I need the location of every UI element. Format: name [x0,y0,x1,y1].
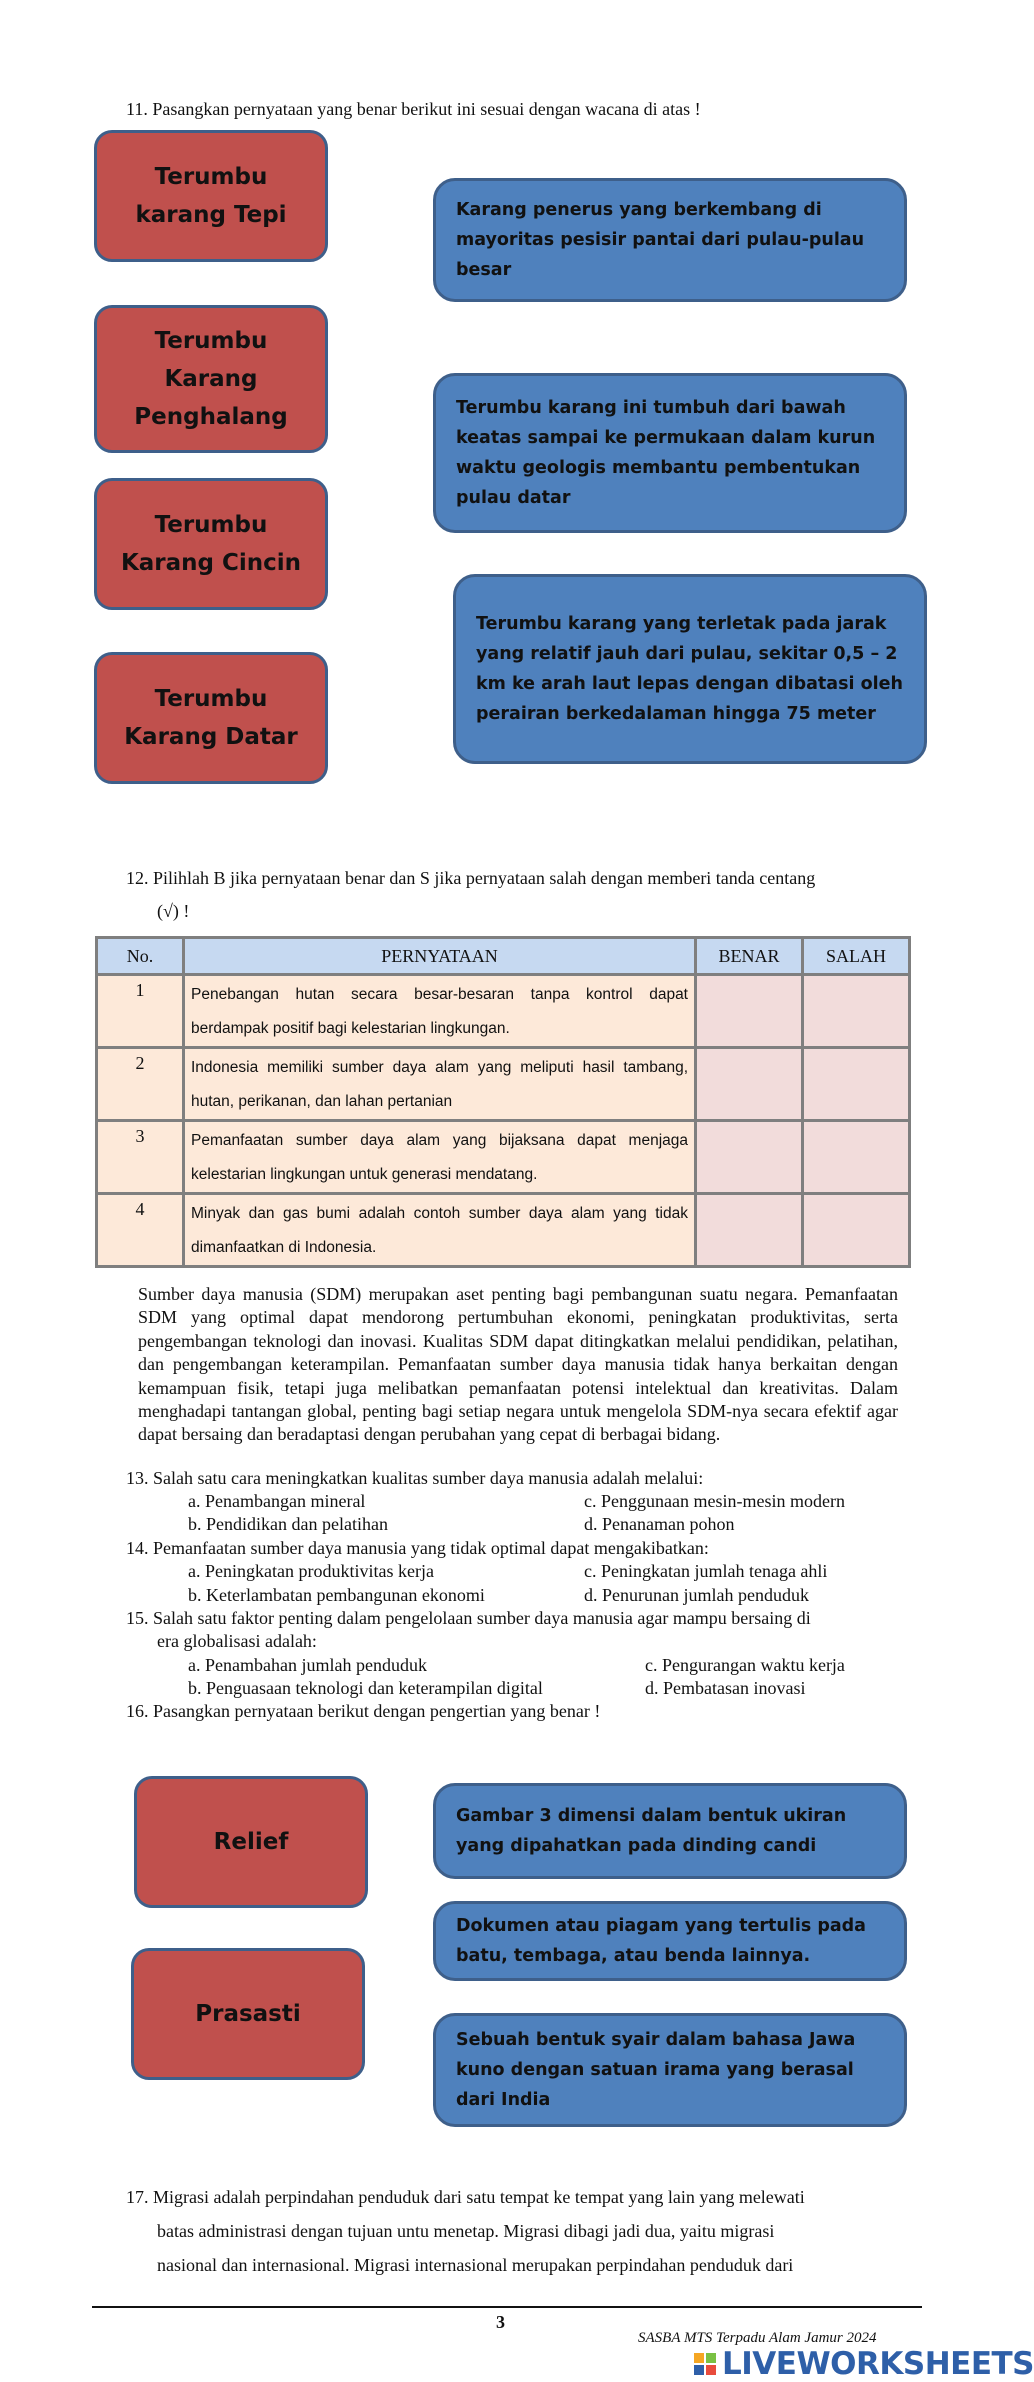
q14-option-b[interactable]: b. Keterlambatan pembangunan ekonomi [188,1585,485,1605]
q16-text: 16. Pasangkan pernyataan berikut dengan pengertian yang benar ! [126,1701,601,1721]
q15-text: 15. Salah satu faktor penting dalam pengelolaan sumber daya manusia agar mampu bersaing di [126,1608,811,1628]
q14-option-d[interactable]: d. Penurunan jumlah penduduk [584,1585,809,1605]
salah-check-cell[interactable] [803,975,910,1048]
row-number: 2 [97,1048,184,1121]
q16-left-item-2[interactable]: Prasasti [131,1948,365,2080]
footer-divider [92,2306,922,2308]
q11-left-item-2[interactable]: Terumbu Karang Penghalang [94,305,328,453]
salah-check-cell[interactable] [803,1048,910,1121]
q12-text-cont: (√) ! [157,901,190,921]
row-statement: Minyak dan gas bumi adalah contoh sumber daya alam yang tidak dimanfaatkan di Indonesia. [184,1194,696,1267]
header-salah: SALAH [803,938,910,975]
header-no: No. [97,938,184,975]
liveworksheets-logo-icon [694,2353,716,2375]
sdm-passage: Sumber daya manusia (SDM) merupakan aset penting bagi pembangunan suatu negara. Pemanfaatan SDM yang optimal dapat mendorong pertumbuhan ekonomi, peningkatan produktivitas, serta pengembangan teknologi dan inovasi. Kualitas SDM dapat ditingkatkan melalui pendidikan, pelatihan, dan pengembangan keterampilan. Pemanfaatan sumber daya manusia tidak hanya berkaitan dengan kemampuan fisik, tetapi juga melibatkan pemanfaatan potensi intelektual dan kreativitas. Dalam menghadapi tantangan global, penting bagi setiap negara untuk mengelola SDM-nya secara efektif agar dapat bersaing dan beradaptasi dengan perubahan yang cepat di berbagai bidang. [138,1284,898,1445]
q16-left-item-1[interactable]: Relief [134,1776,368,1908]
header-statement: PERNYATAAN [184,938,696,975]
q17-line-1: 17. Migrasi adalah perpindahan penduduk dari satu tempat ke tempat yang lain yang melewati [126,2187,805,2207]
q15-text-cont: era globalisasi adalah: [157,1631,317,1651]
q11-left-item-3[interactable]: Terumbu Karang Cincin [94,478,328,610]
q15-option-c[interactable]: c. Pengurangan waktu kerja [645,1655,845,1675]
benar-check-cell[interactable] [696,1121,803,1194]
q16-right-item-2[interactable]: Dokumen atau piagam yang tertulis pada batu, tembaga, atau benda lainnya. [433,1901,907,1981]
q11-left-item-4[interactable]: Terumbu Karang Datar [94,652,328,784]
q15-option-d[interactable]: d. Pembatasan inovasi [645,1678,806,1698]
liveworksheets-logo-text: LIVEWORKSHEETS [722,2346,1034,2382]
q11-left-item-1[interactable]: Terumbu karang Tepi [94,130,328,262]
q16-right-item-1[interactable]: Gambar 3 dimensi dalam bentuk ukiran yang dipahatkan pada dinding candi [433,1783,907,1879]
q11-text: 11. Pasangkan pernyataan yang benar berikut ini sesuai dengan wacana di atas ! [126,99,701,119]
q15-option-a[interactable]: a. Penambahan jumlah penduduk [188,1655,427,1675]
salah-check-cell[interactable] [803,1121,910,1194]
benar-check-cell[interactable] [696,1194,803,1267]
q14-text: 14. Pemanfaatan sumber daya manusia yang tidak optimal dapat mengakibatkan: [126,1538,709,1558]
q17-line-2: batas administrasi dengan tujuan untu menetap. Migrasi dibagi jadi dua, yaitu migrasi [157,2221,775,2241]
q13-text: 13. Salah satu cara meningkatkan kualitas sumber daya manusia adalah melalui: [126,1468,704,1488]
row-statement: Pemanfaatan sumber daya alam yang bijaksana dapat menjaga kelestarian lingkungan untuk generasi mendatang. [184,1121,696,1194]
q13-option-d[interactable]: d. Penanaman pohon [584,1514,735,1534]
q14-option-c[interactable]: c. Peningkatan jumlah tenaga ahli [584,1561,828,1581]
benar-check-cell[interactable] [696,975,803,1048]
row-number: 3 [97,1121,184,1194]
q16-right-item-3[interactable]: Sebuah bentuk syair dalam bahasa Jawa kuno dengan satuan irama yang berasal dari India [433,2013,907,2127]
q15-option-b[interactable]: b. Penguasaan teknologi dan keterampilan digital [188,1678,543,1698]
q12-text: 12. Pilihlah B jika pernyataan benar dan S jika pernyataan salah dengan memberi tanda centang [126,868,816,888]
table-row [97,1048,910,1121]
q14-option-a[interactable]: a. Peningkatan produktivitas kerja [188,1561,434,1581]
benar-check-cell[interactable] [696,1048,803,1121]
row-statement: Indonesia memiliki sumber daya alam yang meliputi hasil tambang, hutan, perikanan, dan lahan pertanian [184,1048,696,1121]
row-number: 4 [97,1194,184,1267]
table-row [97,1121,910,1194]
q11-right-item-2[interactable]: Terumbu karang ini tumbuh dari bawah keatas sampai ke permukaan dalam kurun waktu geologis membantu pembentukan pulau datar [433,373,907,533]
table-row [97,1194,910,1267]
table-header-row [97,938,910,975]
q13-option-c[interactable]: c. Penggunaan mesin-mesin modern [584,1491,845,1511]
salah-check-cell[interactable] [803,1194,910,1267]
header-benar: BENAR [696,938,803,975]
table-row [97,975,910,1048]
q11-right-item-3[interactable]: Terumbu karang yang terletak pada jarak yang relatif jauh dari pulau, sekitar 0,5 – 2 km ke arah laut lepas dengan dibatasi oleh perairan berkedalaman hingga 75 meter [453,574,927,764]
q11-right-item-1[interactable]: Karang penerus yang berkembang di mayoritas pesisir pantai dari pulau-pulau besar [433,178,907,302]
page-number: 3 [496,2312,505,2332]
q13-option-a[interactable]: a. Penambangan mineral [188,1491,366,1511]
q13-option-b[interactable]: b. Pendidikan dan pelatihan [188,1514,388,1534]
row-statement: Penebangan hutan secara besar-besaran tanpa kontrol dapat berdampak positif bagi kelestarian lingkungan. [184,975,696,1048]
footer-credit: SASBA MTS Terpadu Alam Jamur 2024 [638,2330,877,2346]
statement-table [95,936,911,1268]
row-number: 1 [97,975,184,1048]
liveworksheets-logo[interactable] [694,2346,1034,2382]
q17-line-3: nasional dan internasional. Migrasi internasional merupakan perpindahan penduduk dari [157,2255,794,2275]
